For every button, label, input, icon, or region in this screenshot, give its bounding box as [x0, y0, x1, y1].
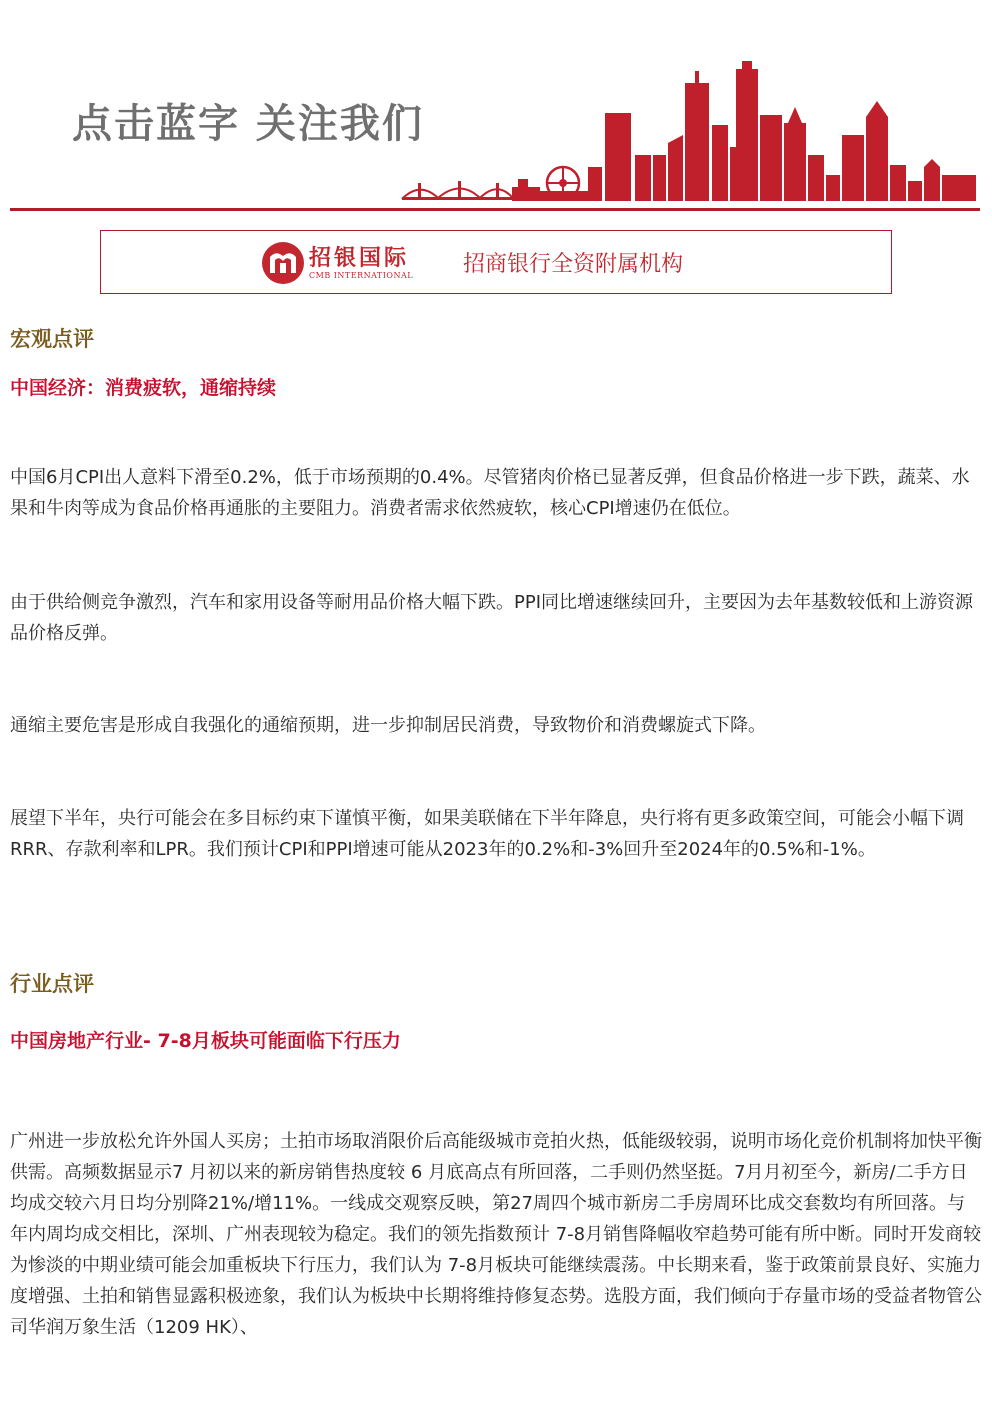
cmb-logo-icon	[261, 241, 305, 285]
paragraph: 通缩主要危害是形成自我强化的通缩预期，进一步抑制居民消费，导致物价和消费螺旋式下降。	[10, 715, 766, 736]
brand-name-cn: 招银国际	[309, 245, 410, 271]
header-banner	[0, 0, 992, 215]
article-title-china-economy[interactable]: 中国经济：消费疲软，通缩持续	[10, 377, 277, 399]
paragraph: 中国6月CPI出人意料下滑至0.2%，低于市场预期的0.4%。尽管猪肉价格已显著反弹，但食品价格进一步下跌，蔬菜、水果和牛肉等成为食品价格再通胀的主要阻力。消费者需求依然疲软，核心CPI增速仍在低位。	[10, 467, 970, 519]
paragraph: 展望下半年，央行可能会在多目标约束下谨慎平衡，如果美联储在下半年降息，央行将有更多政策空间，可能会小幅下调RRR、存款利率和LPR。我们预计CPI和PPI增速可能从2023年的0.2%和-3%回升至2024年的0.5%和-1%。	[10, 808, 964, 860]
section-title-macro: 宏观点评	[10, 327, 94, 351]
article-title-property[interactable]: 中国房地产行业- 7-8月板块可能面临下行压力	[10, 1030, 401, 1052]
paragraph: 由于供给侧竞争激烈，汽车和家用设备等耐用品价格大幅下跌。PPI同比增速继续回升，主要因为去年基数较低和上游资源品价格反弹。	[10, 592, 974, 644]
brand-banner	[100, 230, 892, 294]
brand-tagline: 招商银行全资附属机构	[463, 252, 684, 277]
brand-name-en: CMB INTERNATIONAL	[309, 271, 414, 280]
city-skyline-illustration	[400, 55, 980, 213]
paragraph: 广州进一步放松允许外国人买房；土拍市场取消限价后高能级城市竞拍火热，低能级较弱，说明市场化竞价机制将加快平衡供需。高频数据显示7 月初以来的新房销售热度较 6 月底高点有所回落，二手则仍然坚挺。7月月初至今，新房/二手方日均成交较六月日均分别降21%/增11%。一线成交观察反映，第27周四个城市新房二手房周环比成交套数均有所回落。与年内周均成交相比，深圳、广州表现较为稳定。我们的领先指数预计 7-8月销售降幅收窄趋势可能有所中断。同时开发商较为惨淡的中期业绩可能会加重板块下行压力，我们认为 7-8月板块可能继续震荡。中长期来看，鉴于政策前景良好、实施力度增强、土拍和销售显露积极迹象，我们认为板块中长期将维持修复态势。选股方面，我们倾向于存量市场的受益者物管公司华润万象生活（1209 HK）、	[10, 1131, 982, 1338]
follow-us-title[interactable]: 点击蓝字 关注我们	[72, 101, 424, 147]
section-title-industry: 行业点评	[10, 972, 94, 996]
banner-divider	[10, 208, 980, 211]
